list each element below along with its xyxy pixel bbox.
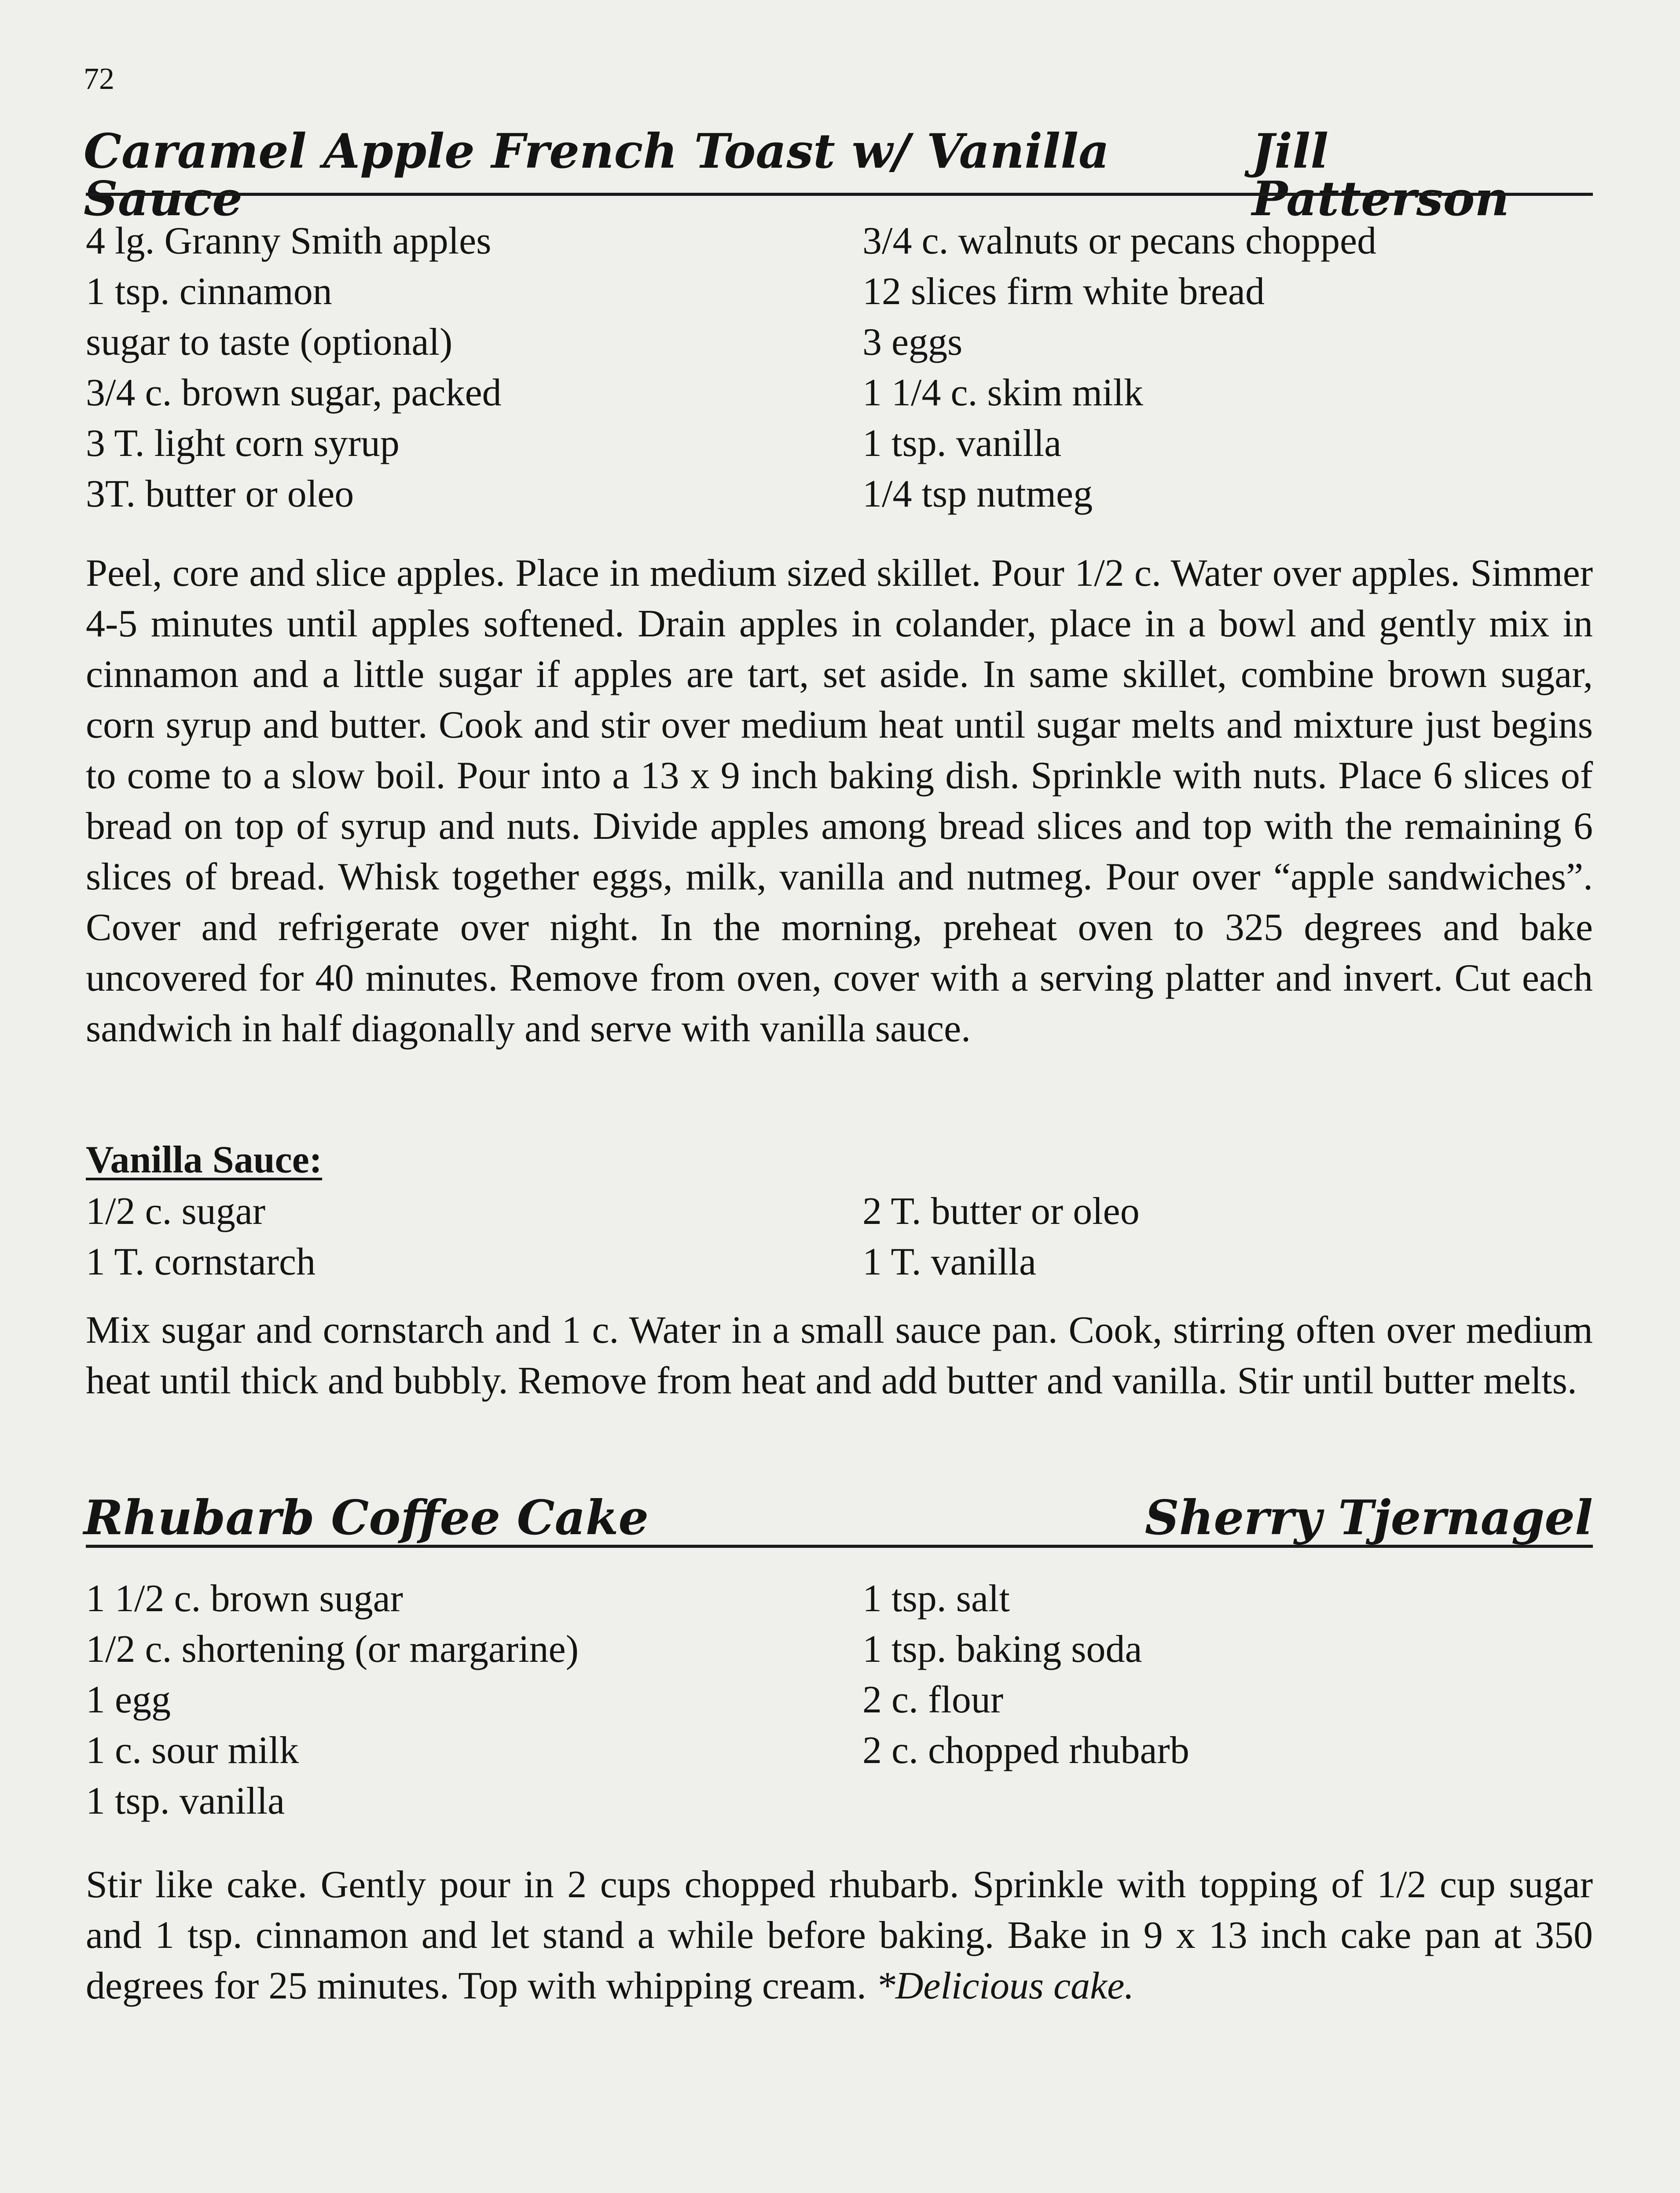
ingredient: 2 T. butter or oleo	[862, 1190, 1140, 1233]
recipe-title: Rhubarb Coffee Cake	[84, 1490, 649, 1546]
ingredients-right	[862, 216, 1376, 519]
ingredient: 1 c. sour milk	[86, 1729, 299, 1772]
recipe-directions: Peel, core and slice apples. Place in medium sized skillet. Pour 1/2 c. Water over apples. Simmer 4-5 minutes until apples softened. Drain apples in colander, place in a bowl and gently mix in cinnamon and a little sugar if apples are tart, set aside. In same skillet, combine brown sugar, corn syrup and butter. Cook and stir over medium heat until sugar melts and mixture just begins to come to a slow boil. Pour into a 13 x 9 inch baking dish. Sprinkle with nuts. Place 6 slices of bread on top of syrup and nuts. Divide apples among bread slices and top with the remaining 6 slices of bread. Whisk together eggs, milk, vanilla and nutmeg. Pour over “apple sandwiches”. Cover and refrigerate over night. In the morning, preheat oven to 325 degrees and bake uncovered for 40 minutes. Remove from oven, cover with a serving platter and invert. Cut each sandwich in half diagonally and serve with vanilla sauce.	[86, 552, 1593, 1050]
ingredient: 2 c. flour	[862, 1679, 1004, 1721]
ingredient: 1/2 c. shortening (or margarine)	[86, 1628, 579, 1671]
ingredient: 1 T. cornstarch	[86, 1241, 316, 1283]
recipe-directions	[86, 1859, 1593, 2011]
ingredient: 1 tsp. vanilla	[86, 1780, 285, 1822]
directions-text: Stir like cake. Gently pour in 2 cups chopped rhubarb. Sprinkle with topping of 1/2 cup sugar and 1 tsp. cinnamon and let stand a while before baking. Bake in 9 x 13 inch cake pan at 350 degrees for 25 minutes. Top with whipping cream.	[86, 1863, 1593, 2007]
heading-rule	[86, 1545, 1593, 1548]
ingredient: 1 tsp. cinnamon	[86, 270, 332, 313]
ingredient: 3 T. light corn syrup	[86, 422, 400, 465]
sauce-heading: Vanilla Sauce:	[86, 1139, 323, 1181]
ingredient: 2 c. chopped rhubarb	[862, 1729, 1189, 1772]
heading-rule	[86, 193, 1593, 196]
ingredient: 1 tsp. baking soda	[862, 1628, 1142, 1671]
sauce-ingredients-right	[862, 1186, 1140, 1287]
ingredient: 1 tsp. vanilla	[862, 422, 1062, 465]
ingredient: 4 lg. Granny Smith apples	[86, 220, 492, 262]
ingredient: 1 tsp. salt	[862, 1577, 1010, 1620]
ingredient: 1 T. vanilla	[862, 1241, 1037, 1283]
recipe-author: Sherry Tjernagel	[1144, 1490, 1593, 1546]
ingredient: 1/4 tsp nutmeg	[862, 473, 1093, 515]
ingredients-left	[86, 216, 502, 519]
ingredient: 1 egg	[86, 1679, 171, 1721]
ingredients-left	[86, 1573, 579, 1826]
recipe-heading	[84, 124, 1593, 227]
ingredient: 1 1/2 c. brown sugar	[86, 1577, 403, 1620]
ingredient: 1/2 c. sugar	[86, 1190, 266, 1233]
ingredient: 3T. butter or oleo	[86, 473, 354, 515]
sauce-directions: Mix sugar and cornstarch and 1 c. Water in a small sauce pan. Cook, stirring often over medium heat until thick and bubbly. Remove from heat and add butter and vanilla. Stir until butter melts.	[86, 1309, 1593, 1402]
sauce-ingredients-left	[86, 1186, 315, 1287]
ingredient: 3 eggs	[862, 321, 963, 364]
ingredient: 12 slices firm white bread	[862, 270, 1265, 313]
page-number: 72	[84, 62, 114, 96]
recipe-author: Jill Patterson	[1251, 124, 1510, 227]
ingredient: 3/4 c. brown sugar, packed	[86, 371, 502, 414]
recipe-heading	[84, 1490, 1593, 1546]
ingredients-right	[862, 1573, 1189, 1776]
recipe-title: Caramel Apple French Toast w/ Vanilla Sauce	[84, 124, 1110, 227]
ingredient: 1 1/4 c. skim milk	[862, 371, 1143, 414]
recipe-note: *Delicious cake.	[876, 1965, 1134, 2007]
ingredient: sugar to taste (optional)	[86, 321, 453, 364]
ingredient: 3/4 c. walnuts or pecans chopped	[862, 220, 1377, 262]
